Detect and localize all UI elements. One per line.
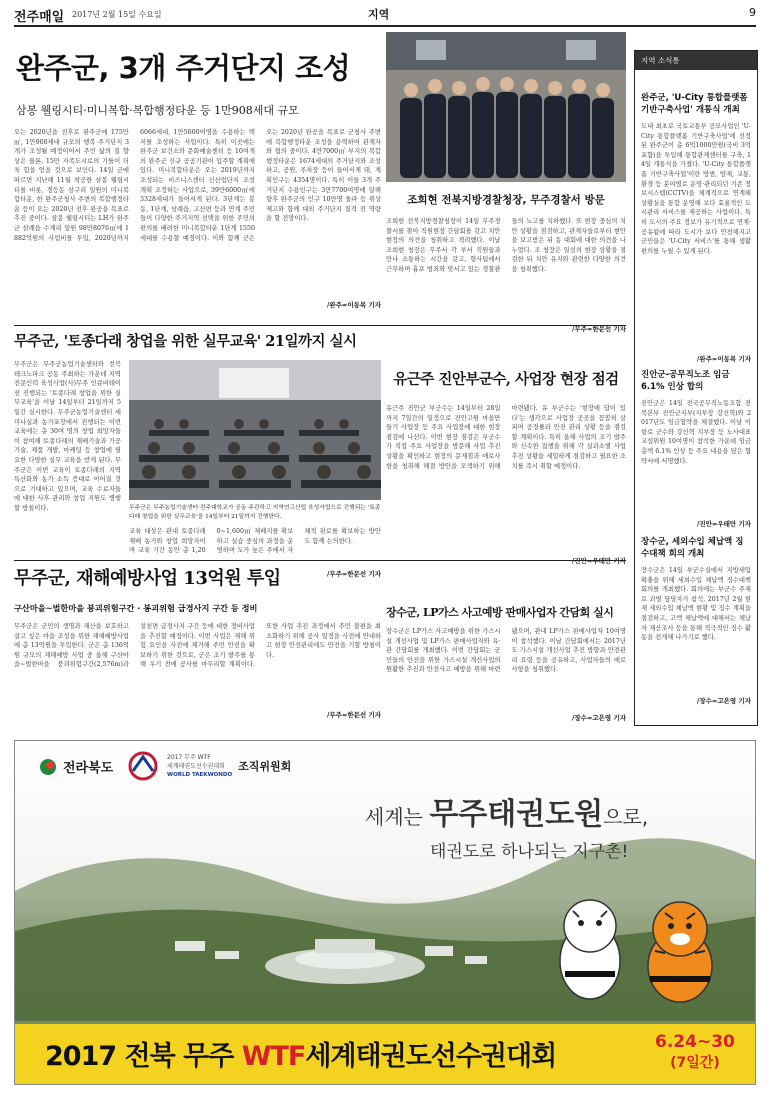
article-body-continued: 교육 대상은 관내 토종다래 재배 농가와 창업 희망자이며 교육 기간 동안 총 1,200~1,600㎡ 재배지를 확보하고 실습 중심의 과정을 운영하며 도가 높은 주에서 자체적 판로를 확보하는 방안도 함께 논의한다. bbox=[129, 528, 381, 555]
event-title-wtf: WTF bbox=[241, 1041, 306, 1072]
article-police-visit bbox=[386, 32, 626, 333]
classroom-photo bbox=[129, 360, 381, 500]
white-tiger-mascot bbox=[560, 900, 620, 999]
brief-title: 장수군, 세외수입 체납액 징수대책 회의 개최 bbox=[641, 537, 744, 559]
byline: /무주=한문선 기자 bbox=[326, 570, 381, 578]
event-duration: (7일간) bbox=[670, 1055, 720, 1071]
brief-item bbox=[641, 536, 751, 705]
subheadline: 구산마을~벌한마을 붕괴위험구간 · 봉괴위험 급경사지 구간 등 정비 bbox=[14, 603, 258, 613]
brief-body: 진안군은 14일 전국공무직노동조합 전북본부 진안군지부(지부장 강신혁)와 2017년도 임금협약을 체결했다. 이날 이항로 군수와 강신혁 지부장 등 노사대표 교섭위원 10여명이 참석한 가운데 임금총액 6.1% 인상 등 주요 내용을 담은 협약서에 서명했다. bbox=[641, 400, 751, 465]
province-name: 전라북도 bbox=[63, 761, 114, 776]
byline: /진안=우태만 기자 bbox=[696, 520, 751, 528]
orange-tiger-mascot bbox=[648, 902, 712, 1002]
event-title-suffix: 세계태권도선수권대회 bbox=[305, 1041, 557, 1072]
divider bbox=[14, 560, 626, 561]
headline: 무주군, 재해예방사업 13억원 투입 bbox=[14, 568, 281, 589]
article-body: 장수군은 LP가스 사고예방을 위한 가스시설 개선사업 및 LP가스 판매사업자와 유·관 간담회를 개최했다. 이번 간담회는 군민들의 안전을 위한 가스시설 개선사업의 원활한 추진과 안전사고 예방을 위해 마련됐으며, 관내 LP가스 판매사업자 10여명이 참석했다. 이날 간담회에서는 2017년도 가스시설 개선사업 추진 방향과 안전관리 요령 등을 공유하고, 사업자들의 애로사항을 청취했다. bbox=[386, 628, 626, 674]
article-disaster-prevention bbox=[14, 565, 381, 730]
brief-body: 장수군은 14일 부군수실에서 지방세입 확충을 위해 세외수입 체납액 징수대책 회의를 개최했다. 회의에는 부군수 주재로 과별 담당자가 참석, 2017년 2월 현재 세외수입 체납액 현황 및 징수 계획을 점검하고, 고액 체납액에 대해서는 체납자 재산조사 등을 통해 적극적인 징수 활동을 전개해 나가기로 했다. bbox=[641, 567, 751, 642]
event-title bbox=[45, 1034, 556, 1073]
article-lpg-meeting bbox=[386, 565, 626, 730]
sidebar-tag: 지역 소식통 bbox=[635, 51, 757, 70]
byline: /완주=이동복 기자 bbox=[696, 355, 751, 363]
byline: /완주=이동복 기자 bbox=[326, 301, 381, 309]
mascot-characters bbox=[535, 891, 735, 1016]
article-housing bbox=[14, 32, 381, 322]
ad-headline bbox=[365, 789, 648, 833]
committee-name: 조직위원회 bbox=[238, 760, 292, 773]
headline-prefix: 세계는 bbox=[365, 805, 430, 829]
article-body: 유근주 진안군 부군수는 14일부터 28일까지 7일간의 일정으로 진안고원 마을만들기 사업장 등 주요 사업장에 대한 현장 점검에 나선다. 이번 현장 점검은 부군수가 직접 주요 사업장을 방문해 사업 추진 상황을 확인하고 현장의 문제점과 애로사항을 청취해 해결 방안을 모색하기 위해 마련됐다. 유 부군수는 '현장에 답이 있다'는 생각으로 사업장 곳곳을 꼼꼼히 살피며 공정률과 안전 관리 상황 등을 점검할 계획이다. 특히 올해 사업의 조기 발주와 신속한 집행을 위해 각 실과소별 사업 추진 상황을 세밀하게 점검하고 필요한 조치를 즉시 취할 예정이다. bbox=[386, 405, 626, 470]
subheadline: 삼봉 웰링시티·미니복합·복합행정타운 등 1만908세대 규모 bbox=[16, 104, 299, 117]
brief-body: 도내 최초로 국토교통부 공모사업인 'U-City 통합플랫폼 기반구축사업'에 선정된 완주군이 총 6억1000만원(국비 3억 포함)을 투입해 통합관제센터를 구축, 14일 개통식을 가졌다. 'U-City 통합플랫폼 기반구축사업'이란 방범, 방재, 교통, 환경 등 분야별로 운영·관리되던 기존 정보시스템(CCTV)을 체계적으로 연계해 상황실을 통합 운영해 보다 효율적인 도시관리 서비스를 제공하는 사업이다. 특히 도시의 주요 정보가 유기적으로 연계·공유됨에 따라 도시가 보다 안전해지고 군민들은 'U-City 서비스'를 통해 생활편의를 누릴 수 있게 된다. bbox=[641, 123, 751, 255]
news-brief-sidebar bbox=[634, 50, 758, 726]
brief-item bbox=[641, 369, 751, 528]
byline: /진안=우태만 기자 bbox=[571, 557, 626, 565]
header-rule bbox=[14, 25, 756, 27]
group-photo bbox=[386, 32, 626, 182]
article-body: 오는 2020년을 전후로 완주군에 175만㎡, 1만908세대 규모의 행복 주거단지 3개가 조성될 예정이어서 주민 삶의 질 향상은 물론, 15만 자족도시로의 기틀이 더욱 힘을 얻을 것으로 보인다. 14일 군에 따르면 지난해 11월 착공한 삼봉 웰링시티를 비롯, 경등동 삼구리 일원의 미니복합타운, 한 완주군청사 주변의 복합행정타운 등이 오는 2020년 전후 완공을 목표로 추진 중이다. 삼봉 웰링시티는 LH가 완주군 삼례읍 수계리 일원 98만8076㎡에 1882억원의 사업비를 투입, 2020년까지 6066세대, 1만5000여명을 수용하는 택지를 조성하는 사업이다. 특히 이곳에는 완주군 보건소와 문화예술센터 등 10여개의 완주군 신규 공공기관이 입주할 계획에 있다. 미니복합타운은 오는 2019년까지 조성되는 비즈니스센터 신산업단지 조성계획 조정하는 사업으로, 39만6000㎡에 3328세대가 들어서게 된다. 3단계는 봉동, 1단계, 삼례읍, 고산면 등과 연계 주민들이 다양한 주거지역 선택을 위한 주민의 편의를 배려한 미니복합타운 1단계 1550세대를 수용할 예정이다. 이와 함께 군은 오는 2020년 완공을 목표로 군청사 주변에 복합행정타운 조성을 용역하여 관계자와 협의 중이다. 4만7000㎡ 부지의 복합행정타운은 1674세대의 주거단지와 조성하고, 공원, 주차장 등이 들어서게 돼, 계획인구는 4354명이다. 특히 이들 3개 주거단지 수용인구는 3만7700여명에 달해 향후 완주군의 인구 10만명 돌파 등 위상 제고와 함께 대외 주거단지 질적 전 역량을 할 전망이다. bbox=[14, 129, 381, 242]
byline: /무주=한문선 기자 bbox=[326, 711, 381, 719]
divider bbox=[14, 325, 626, 326]
byline: /무주=한문선 기자 bbox=[571, 325, 626, 333]
photo-caption: 무주군은 무주농업기술센터·전주대학교가 공동 주관하고 지역연고산업 육성사업으로 진행되는 '토종다래 창업을 위한 실무교육'을 14일부터 21일까지 진행한다. bbox=[129, 505, 381, 520]
event-name-line1: 2017 무주 WTF bbox=[167, 753, 211, 761]
headline-suffix: 으로, bbox=[603, 805, 649, 829]
brief-item bbox=[641, 92, 751, 363]
classroom-photo-illustration bbox=[129, 360, 381, 500]
brief-title: 완주군, 'U-City 통합플랫폼 기반구축사업' 개통식 개최 bbox=[641, 93, 748, 115]
ad-slogan: 태권도로 하나되는 지구촌! bbox=[430, 842, 629, 862]
logo-wordmark: WORLD TAEKWONDO bbox=[167, 771, 233, 778]
headline: 완주군, 3개 주거단지 조성 bbox=[16, 51, 351, 85]
event-date-range: 6.24~30 bbox=[655, 1032, 735, 1052]
province-emblem-icon bbox=[39, 758, 57, 776]
jeollabuk-do-logo bbox=[39, 757, 113, 776]
event-dates bbox=[655, 1032, 735, 1072]
taekwondo-advertisement bbox=[14, 740, 756, 1085]
headline: 유근주 진안부군수, 사업장 현장 점검 bbox=[393, 371, 619, 388]
event-title-prefix: 2017 전북 무주 bbox=[45, 1041, 242, 1072]
byline: /장수=고은영 기자 bbox=[696, 697, 751, 705]
section-name: 지역 bbox=[368, 8, 390, 21]
article-field-inspection bbox=[386, 330, 626, 565]
page-header bbox=[14, 6, 756, 24]
wtf-emblem-icon bbox=[125, 751, 161, 781]
article-body: 조희현 전북지방경찰청장이 14일 무주경찰서를 찾아 직원현장 간담회를 갖고 치안현장의 의견을 청취하고 격려했다. 이날 조희현 청장은 무주서 각 부서 직원들과 만나 소통하는 시간을 갖고, 형사팀에서 근무하며 흉포 범죄와 맞서고 있는 경찰관들의 노고를 치하했다. 또 현장 중심의 치안 상황을 점검하고, 관계자들로부터 현안을 보고받은 뒤 동 대회에 대한 의견을 나누었다. 조 청장은 일선의 현장 상황을 점검한 뒤 치안 유지와 관련한 다양한 의견을 청취했다. bbox=[386, 218, 626, 273]
article-body: 무주군은 무주군농업기술센터와 전북테크노파크 공동 주최하는 가운데 지역전문인력 육성사업(사)무주 인큐비테이션 진행되는 '토종다래 창업을 위한 실무교육'을 이날 14일부터 21일까지 5일간 실시한다. 무주군농업기술센터 세미나실과 농가포장에서 진행되는 이번 교육에는 총 30여 명의 창업 희망자들이 참여해 토종다래의 재배기술과 가공기술, 제품 개발, 마케팅 등 창업에 필요한 다양한 실무 교육을 받게 된다. 무주군은 이번 교육이 토종다래의 지역 특산화와 농가 소득 증대로 이어질 것으로 기대하고 있으며, 교육 수료자들에 대한 사후 관리와 창업 지원도 병행할 방침이다. bbox=[14, 361, 121, 512]
organizing-committee-logo bbox=[125, 751, 291, 781]
article-kiwi-education bbox=[14, 330, 381, 578]
byline: /장수=고은영 기자 bbox=[571, 714, 626, 722]
headline: 장수군, LP가스 사고예방 판매사업자 간담회 실시 bbox=[386, 606, 614, 619]
headline: 무주군, '토종다래 창업을 위한 실무교육' 21일까지 실시 bbox=[14, 333, 357, 350]
newspaper-name: 전주매일 bbox=[14, 10, 65, 25]
group-photo-illustration bbox=[386, 32, 626, 182]
headline-highlight: 무주태권도원 bbox=[429, 797, 604, 832]
brief-title: 진안군-공무직노조 임금 6.1% 인상 합의 bbox=[641, 370, 730, 392]
event-banner bbox=[15, 1024, 756, 1085]
issue-date: 2017년 2월 15일 수요일 bbox=[72, 10, 162, 19]
event-name-line2: 세계태권도선수권대회 bbox=[167, 762, 225, 770]
page-number: 9 bbox=[749, 6, 756, 19]
article-body: 무주군은 군민의 생명과 재산을 보호하고 살고 싶은 마을 조성을 위한 재해예방사업에 총 13억원을 투입한다. 군은 총 136억원 규모의 재해예방 사업 중 올해 구산마을~벌한마을 붕괴위험구간(2,576m)과 설천면 급경사지 구간 등에 대한 정비사업을 추진할 예정이다. 이번 사업은 재해 위험 요인을 사전에 제거해 주민 안전을 확보하기 위한 것으로, 군은 조기 발주를 통해 우기 전에 공사를 마무리할 계획이다. 또한 사업 추진 과정에서 주민 불편을 최소화하기 위해 공사 일정을 사전에 안내하고 현장 안전관리에도 만전을 기할 방침이다. bbox=[14, 623, 381, 669]
photo-caption-title: 조희현 전북지방경찰청장, 무주경찰서 방문 bbox=[407, 194, 605, 206]
